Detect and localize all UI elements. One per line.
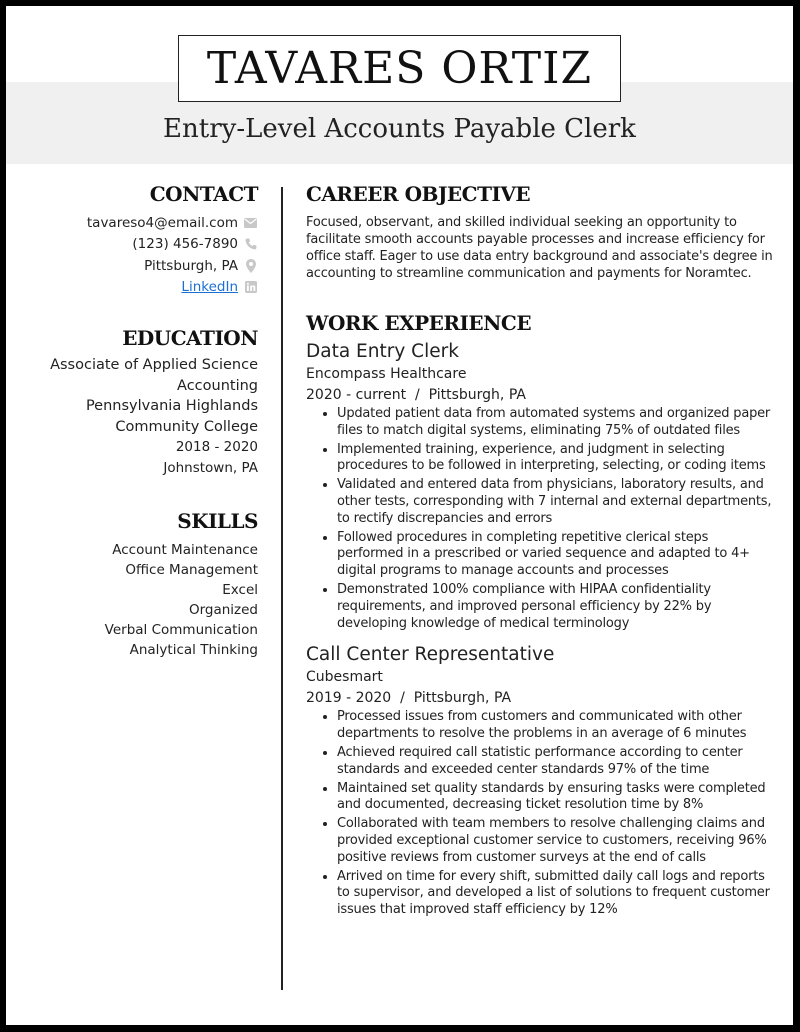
objective-text: Focused, observant, and skilled individual seeking an opportunity to facilitate smooth accounts payable processes and increase efficiency for office staff. Eager to use data entry background and associate's degree in accounting to streamline communication and payments for Noramtec.	[306, 215, 773, 281]
contact-phone: (123) 456-7890	[132, 236, 238, 253]
education-field: Accounting	[177, 377, 258, 394]
contact-email-row	[36, 212, 258, 234]
job-bullet: • Updated patient data from automated systems and organized paper files to match digital systems, eliminating 75% of outdated files	[337, 406, 776, 440]
envelope-icon	[243, 218, 258, 228]
skill-item: Organized	[188, 602, 258, 618]
education-years: 2018 - 2020	[175, 439, 258, 455]
skill-item: Office Management	[125, 562, 258, 578]
experience-heading: WORK EXPERIENCE	[306, 311, 532, 335]
education-location: Johnstown, PA	[163, 459, 258, 476]
skill-item: Analytical Thinking	[129, 642, 258, 658]
skill-item: Verbal Communication	[104, 622, 258, 638]
job-bullet: • Arrived on time for every shift, submitted daily call logs and reports to supervisor, and developed a list of solutions to frequent customer issues that improved staff efficiency by 12%	[337, 869, 776, 919]
skill-item: Account Maintenance	[112, 542, 258, 558]
education-section	[36, 326, 258, 478]
job-bullet: • Followed procedures in completing repetitive clerical steps performed in a prescribed or varied sequence and adapted to 4+ digital programs to manage accounts and processes	[337, 530, 776, 580]
skills-section	[36, 509, 258, 660]
candidate-name: TAVARES ORTIZ	[178, 35, 621, 102]
job-bullet: • Collaborated with team members to resolve challenging claims and provided exceptional customer service to customers, receiving 96% positive reviews from customer surveys at the end of calls	[337, 816, 776, 866]
contact-section	[36, 182, 258, 298]
job-company: Cubesmart	[306, 669, 383, 686]
job-bullet: • Demonstrated 100% compliance with HIPAA confidentiality requirements, and improved personal efficiency by 22% by developing knowledge of medical terminology	[337, 582, 776, 632]
linkedin-icon	[243, 281, 258, 293]
contact-location: Pittsburgh, PA	[144, 257, 238, 274]
contact-location-row	[36, 255, 258, 277]
job-title: Entry-Level Accounts Payable Clerk	[163, 114, 636, 144]
map-pin-icon	[243, 259, 258, 273]
objective-heading: CAREER OBJECTIVE	[306, 182, 531, 206]
job-bullet: • Implemented training, experience, and judgment in selecting procedures to be followed in interpreting, selecting, or coding items	[337, 442, 776, 476]
job-bullet: • Processed issues from customers and communicated with other departments to resolve the problems in an average of 6 minutes	[337, 709, 776, 743]
job-bullet: • Validated and entered data from physicians, laboratory results, and other tests, corresponding with 7 internal and external departments, to rectify discrepancies and errors	[337, 477, 776, 527]
education-degree: Associate of Applied Science	[50, 357, 258, 373]
resume-page	[6, 6, 793, 1025]
education-school-line1: Pennsylvania Highlands	[85, 398, 258, 414]
skills-heading: SKILLS	[177, 509, 258, 533]
job-entry	[306, 644, 776, 919]
job-entry	[306, 341, 776, 632]
objective-section	[306, 182, 776, 282]
education-school-line2: Community College	[115, 418, 258, 435]
contact-email: tavareso4@email.com	[86, 214, 238, 231]
column-divider	[281, 187, 283, 990]
job-company: Encompass Healthcare	[306, 366, 467, 382]
job-bullet: • Achieved required call statistic performance according to center standards and exceeded center standards 97% of the time	[337, 745, 776, 779]
linkedin-link[interactable]: LinkedIn	[181, 279, 238, 296]
job-bullets	[306, 709, 776, 919]
contact-heading: CONTACT	[149, 182, 258, 206]
job-bullets	[306, 406, 776, 632]
phone-icon	[243, 238, 258, 250]
job-role: Data Entry Clerk	[306, 341, 459, 362]
skill-item: Excel	[222, 582, 258, 598]
job-dates-location: 2020 - current / Pittsburgh, PA	[306, 387, 526, 403]
job-dates-location: 2019 - 2020 / Pittsburgh, PA	[306, 690, 512, 707]
job-role: Call Center Representative	[306, 644, 555, 666]
experience-section	[306, 311, 776, 921]
education-heading: EDUCATION	[122, 326, 258, 350]
contact-phone-row	[36, 234, 258, 256]
job-bullet: • Maintained set quality standards by ensuring tasks were completed and documented, decreasing ticket resolution time by 8%	[337, 781, 776, 815]
contact-linkedin-row	[36, 277, 258, 299]
